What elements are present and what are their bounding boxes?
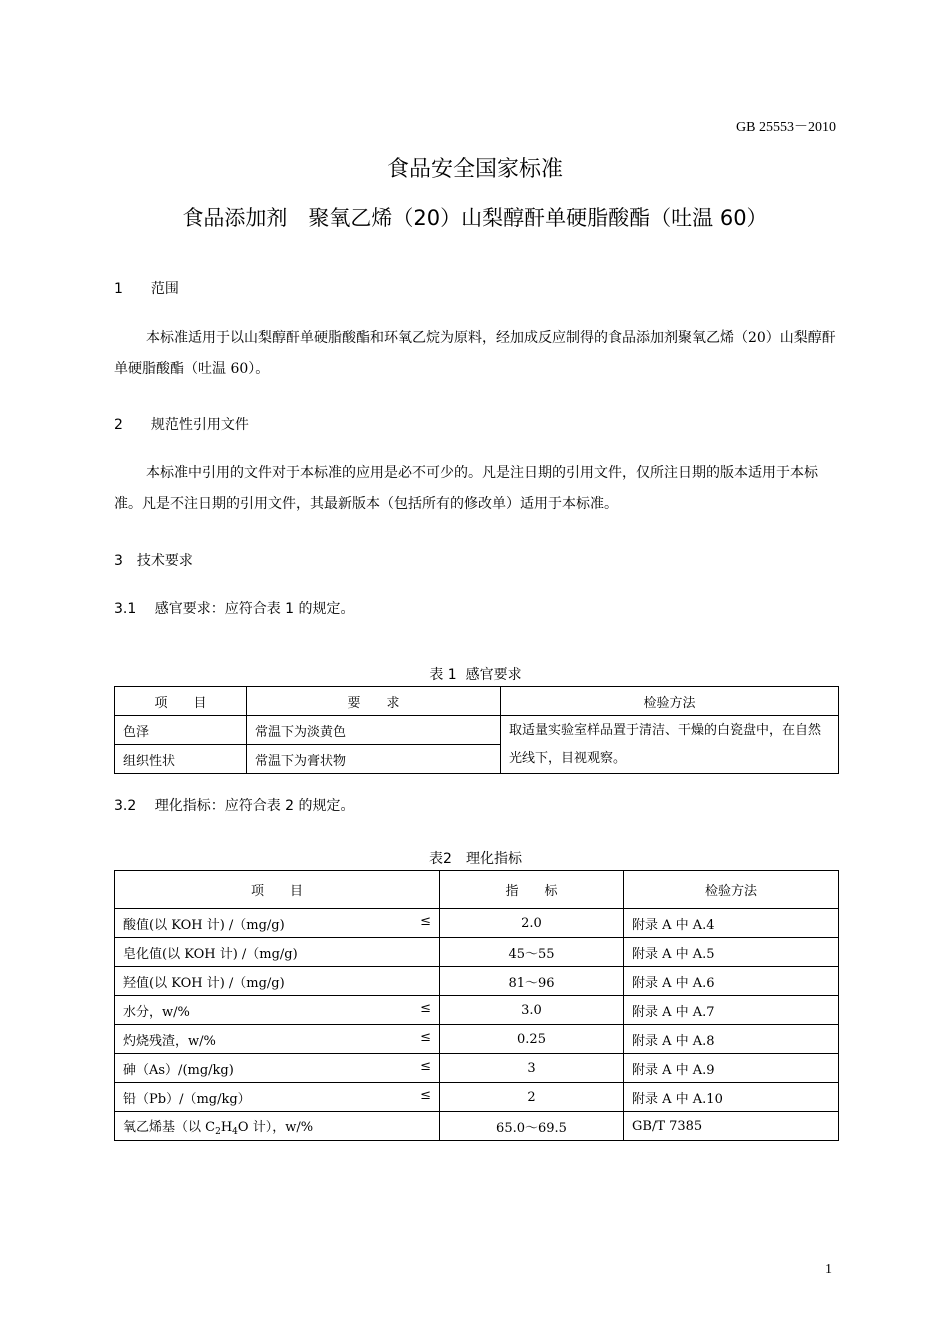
row-item: 氧乙烯基（以 $C_2H_4O$ 计），w/% bbox=[115, 1112, 440, 1141]
table-row bbox=[115, 909, 839, 938]
page-number: 1 bbox=[825, 1262, 832, 1277]
table-row bbox=[115, 938, 839, 967]
row-method: 附录 A 中 A.5 bbox=[624, 938, 839, 967]
row-limit: ≤ bbox=[420, 1058, 431, 1074]
table-row bbox=[115, 1112, 839, 1141]
physicochemical-table bbox=[114, 870, 839, 1141]
row-method: 取适量实验室样品置于清洁、干燥的白瓷盘中，在自然光线下，目视观察。 bbox=[501, 716, 839, 774]
row-method: 附录 A 中 A.8 bbox=[624, 1025, 839, 1054]
standard-number: GB 25553－2010 bbox=[736, 120, 836, 135]
row-limit: ≤ bbox=[420, 1029, 431, 1045]
row-item: 酸值(以 KOH 计) /（mg/g) bbox=[123, 917, 285, 933]
table-header-row bbox=[115, 687, 839, 716]
row-value: 2.0 bbox=[440, 909, 624, 938]
row-value: 0.25 bbox=[440, 1025, 624, 1054]
table-row bbox=[115, 1083, 839, 1112]
row-limit: ≤ bbox=[420, 1087, 431, 1103]
header-item: 项 目 bbox=[115, 687, 247, 716]
section-3-2-heading: 3.2 理化指标：应符合表 2 的规定。 bbox=[114, 798, 355, 814]
table-2-caption: 表2 理化指标 bbox=[429, 851, 522, 867]
row-item: 铅（Pb）/（mg/kg） bbox=[123, 1091, 251, 1107]
row-method: 附录 A 中 A.9 bbox=[624, 1054, 839, 1083]
row-item: 砷（As）/(mg/kg) bbox=[123, 1062, 234, 1078]
row-value: 65.0～69.5 bbox=[440, 1112, 624, 1141]
row-value: 2 bbox=[440, 1083, 624, 1112]
row-method: 附录 A 中 A.7 bbox=[624, 996, 839, 1025]
row-value: 3 bbox=[440, 1054, 624, 1083]
header-item: 项 目 bbox=[115, 871, 440, 909]
section-3-heading: 3 技术要求 bbox=[114, 553, 193, 569]
row-value: 45～55 bbox=[440, 938, 624, 967]
row-requirement: 常温下为膏状物 bbox=[247, 745, 501, 774]
section-1-heading: 1 范围 bbox=[114, 281, 179, 297]
row-item: 皂化值(以 KOH 计) /（mg/g) bbox=[123, 946, 298, 962]
document-title: 食品安全国家标准 bbox=[386, 157, 563, 182]
table-row bbox=[115, 1054, 839, 1083]
header-method: 检验方法 bbox=[501, 687, 839, 716]
section-1-text: 本标准适用于以山梨醇酐单硬脂酸酯和环氧乙烷为原料，经加成反应制得的食品添加剂聚氧乙烯（20）山梨醇酐单硬脂酸酯（吐温 60）。 bbox=[114, 330, 836, 377]
section-2-heading: 2 规范性引用文件 bbox=[114, 417, 249, 433]
row-item: 色泽 bbox=[115, 716, 247, 745]
row-item: 羟值(以 KOH 计) /（mg/g) bbox=[123, 975, 285, 991]
table-row bbox=[115, 1025, 839, 1054]
section-2-text: 本标准中引用的文件对于本标准的应用是必不可少的。凡是注日期的引用文件，仅所注日期的版本适用于本标准。凡是不注日期的引用文件，其最新版本（包括所有的修改单）适用于本标准。 bbox=[114, 465, 818, 512]
section-3-1-heading: 3.1 感官要求：应符合表 1 的规定。 bbox=[114, 601, 355, 617]
row-item: 水分，w/% bbox=[123, 1004, 190, 1020]
document-subtitle: 食品添加剂 聚氧乙烯（20）山梨醇酐单硬脂酸酯（吐温 60） bbox=[182, 206, 768, 230]
row-method: 附录 A 中 A.6 bbox=[624, 967, 839, 996]
table-row bbox=[115, 996, 839, 1025]
table-1-caption: 表 1 感官要求 bbox=[429, 667, 522, 683]
table-row bbox=[115, 716, 839, 745]
header-requirement: 要 求 bbox=[247, 687, 501, 716]
row-method: GB/T 7385 bbox=[624, 1112, 839, 1141]
row-value: 3.0 bbox=[440, 996, 624, 1025]
header-method: 检验方法 bbox=[624, 871, 839, 909]
table-row bbox=[115, 967, 839, 996]
row-method: 附录 A 中 A.10 bbox=[624, 1083, 839, 1112]
row-requirement: 常温下为淡黄色 bbox=[247, 716, 501, 745]
table-header-row bbox=[115, 871, 839, 909]
header-value: 指 标 bbox=[440, 871, 624, 909]
row-limit: ≤ bbox=[420, 1000, 431, 1016]
row-limit: ≤ bbox=[420, 913, 431, 929]
row-value: 81～96 bbox=[440, 967, 624, 996]
row-method: 附录 A 中 A.4 bbox=[624, 909, 839, 938]
sensory-table bbox=[114, 686, 839, 774]
row-item: 组织性状 bbox=[115, 745, 247, 774]
row-item: 灼烧残渣，w/% bbox=[123, 1033, 216, 1049]
